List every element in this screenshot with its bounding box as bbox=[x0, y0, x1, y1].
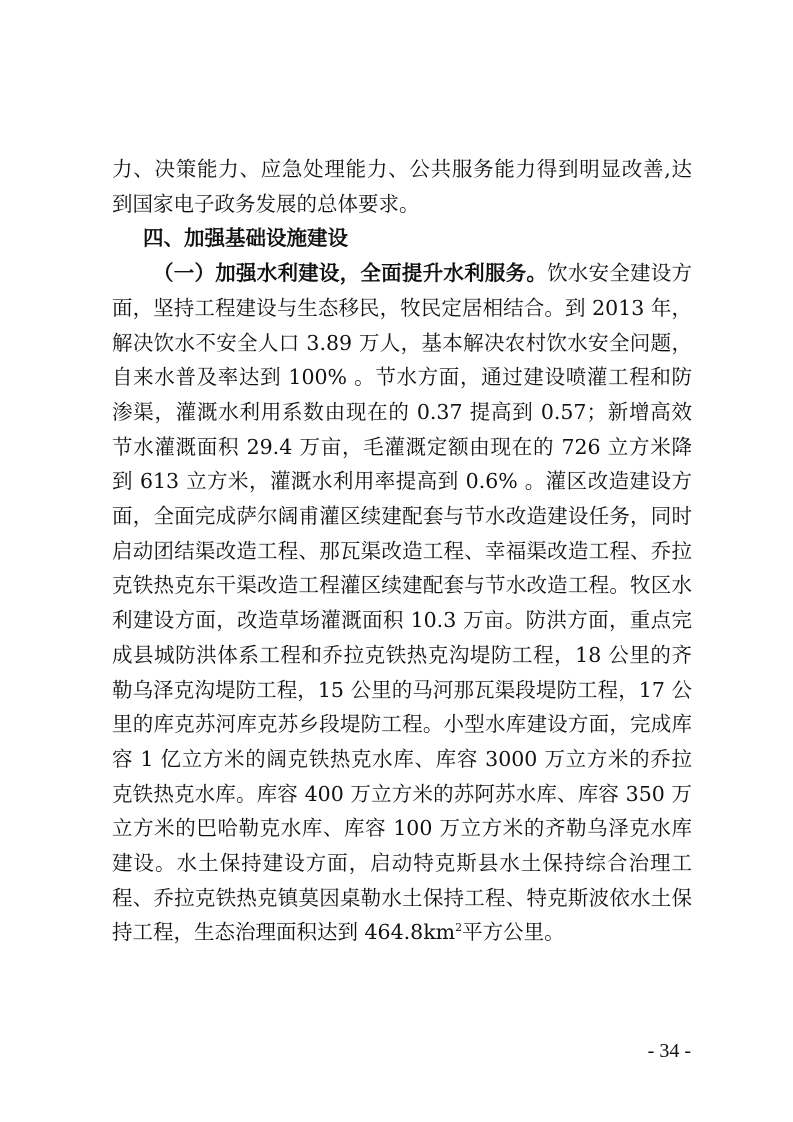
continuation-paragraph: 力、决策能力、应急处理能力、公共服务能力得到明显改善,达到国家电子政务发展的总体要求。 bbox=[112, 157, 692, 216]
area-unit-superscript: 2 bbox=[455, 921, 463, 935]
water-conservancy-body-text: 饮水安全建设方面，坚持工程建设与生态移民，牧民定居相结合。到 2013 年，解决饮水不安全人口 3.89 万人，基本解决农村饮水安全问题，自来水普及率达到 100% 。节水方面，通过建设喷灌工程和防渗渠，灌溉水利用系数由现在的 0.37 提高到 0.57；新增高效节水灌溉面积 29.4 万亩，毛灌溉定额由现在的 726 立方米降到 613 立方米，灌溉水利用率提高到 0.6% 。灌区改造建设方面，全面完成萨尔阔甫灌区续建配套与节水改造建设任务，同时启动团结渠改造工程、那瓦渠改造工程、幸福渠改造工程、乔拉克铁热克东干渠改造工程灌区续建配套与节水改造工程。牧区水利建设方面，改造草场灌溉面积 10.3 万亩。防洪方面，重点完成县城防洪体系工程和乔拉克铁热克沟堤防工程，18 公里的齐勒乌泽克沟堤防工程，15 公里的马河那瓦渠段堤防工程，17 公里的库克苏河库克苏乡段堤防工程。小型水库建设方面，完成库容 1 亿立方米的阔克铁热克水库、库容 3000 万立方米的乔拉克铁热克水库。库容 400 万立方米的苏阿苏水库、库容 350 万立方米的巴哈勒克水库、库容 100 万立方米的齐勒乌泽克水库建设。水土保持建设方面，启动特克斯县水土保持综合治理工程、乔拉克铁热克镇莫因桌勒水土保持工程、特克斯波依水土保持工程，生态治理面积达到 464.8km bbox=[112, 261, 693, 945]
subsection-lead-heading: （一）加强水利建设，全面提升水利服务。 bbox=[153, 261, 548, 286]
water-conservancy-paragraph bbox=[112, 256, 692, 950]
page-number: - 34 - bbox=[647, 1040, 691, 1062]
water-conservancy-body-ending: 平方公里。 bbox=[462, 920, 565, 945]
section-heading: 四、加强基础设施建设 bbox=[143, 226, 348, 251]
document-body bbox=[112, 152, 692, 950]
